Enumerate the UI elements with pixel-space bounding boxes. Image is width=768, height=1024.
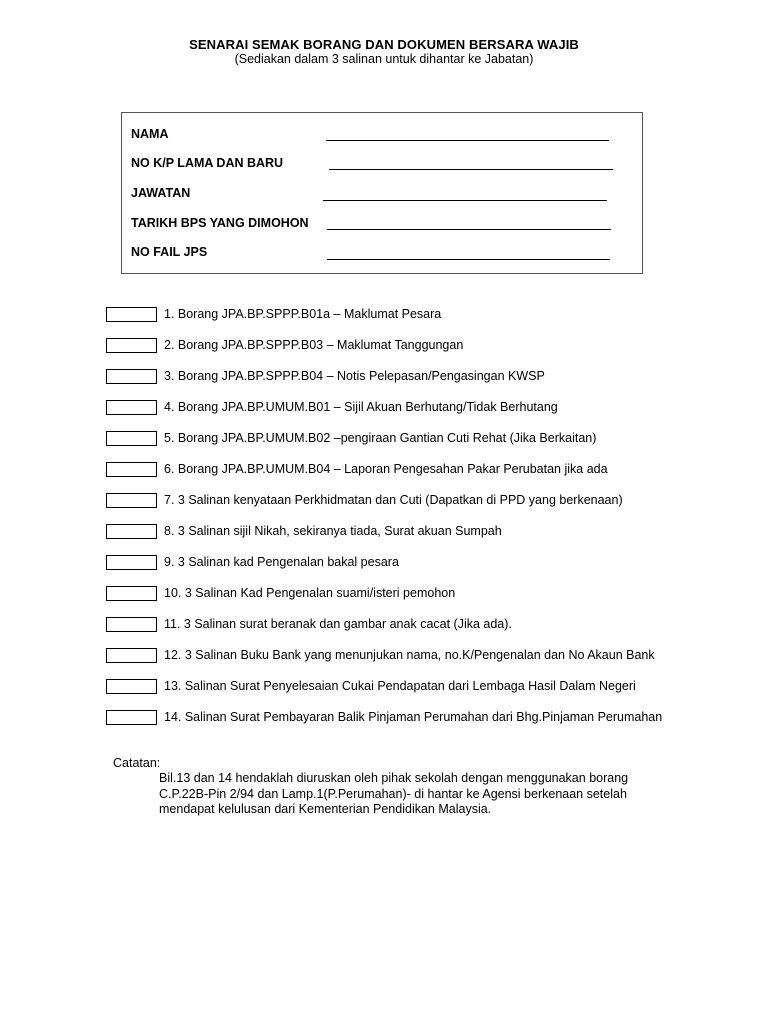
checklist-item [106, 553, 399, 571]
info-field-nama [131, 127, 169, 141]
checklist-item-text: 13. Salinan Surat Penyelesaian Cukai Pendapatan dari Lembaga Hasil Dalam Negeri [164, 679, 636, 693]
document-title: SENARAI SEMAK BORANG DAN DOKUMEN BERSARA WAJIB [189, 37, 579, 52]
checkbox[interactable] [106, 555, 157, 570]
info-label: NAMA [131, 127, 169, 141]
checkbox[interactable] [106, 679, 157, 694]
notes-line: Bil.13 dan 14 hendaklah diuruskan oleh pihak sekolah dengan menggunakan borang [159, 771, 629, 785]
checkbox[interactable] [106, 338, 157, 353]
checklist-item [106, 460, 608, 478]
checkbox[interactable] [106, 462, 157, 477]
tarikh-bps-input-line[interactable] [327, 229, 611, 230]
checklist-item-text: 7. 3 Salinan kenyataan Perkhidmatan dan Cuti (Dapatkan di PPD yang berkenaan) [164, 493, 623, 507]
checklist-item-text: 14. Salinan Surat Pembayaran Balik Pinjaman Perumahan dari Bhg.Pinjaman Perumahan [164, 710, 663, 724]
nama-input-line[interactable] [326, 140, 609, 141]
checkbox[interactable] [106, 431, 157, 446]
checklist-item [106, 367, 545, 385]
info-field-tarikh-bps [131, 216, 309, 230]
checklist-item [106, 491, 623, 509]
checklist-item [106, 646, 655, 664]
info-label: JAWATAN [131, 186, 191, 200]
checkbox[interactable] [106, 648, 157, 663]
notes-line: C.P.22B-Pin 2/94 dan Lamp.1(P.Perumahan)- di hantar ke Agensi berkenaan setelah [159, 786, 627, 801]
notes-title: Catatan: [113, 756, 161, 770]
notes-body [159, 771, 649, 818]
no-fail-jps-input-line[interactable] [327, 259, 610, 260]
info-label: NO FAIL JPS [131, 245, 208, 259]
checklist-item [106, 677, 636, 695]
document-subtitle: (Sediakan dalam 3 salinan untuk dihantar ke Jabatan) [234, 52, 534, 66]
checklist-item [106, 615, 512, 633]
checkbox[interactable] [106, 524, 157, 539]
checklist-item-text: 2. Borang JPA.BP.SPPP.B03 – Maklumat Tanggungan [164, 338, 464, 352]
checklist-item-text: 9. 3 Salinan kad Pengenalan bakal pesara [164, 555, 399, 569]
info-label: NO K/P LAMA DAN BARU [131, 156, 284, 170]
checklist-item [106, 522, 502, 540]
checklist-item-text: 6. Borang JPA.BP.UMUM.B04 – Laporan Pengesahan Pakar Perubatan jika ada [164, 462, 608, 476]
checkbox[interactable] [106, 400, 157, 415]
info-field-no-fail-jps [131, 245, 207, 259]
checkbox[interactable] [106, 493, 157, 508]
checkbox[interactable] [106, 307, 157, 322]
checklist-item-text: 4. Borang JPA.BP.UMUM.B01 – Sijil Akuan Berhutang/Tidak Berhutang [164, 400, 558, 414]
checklist-item-text: 11. 3 Salinan surat beranak dan gambar anak cacat (Jika ada). [164, 617, 512, 631]
checklist-item-text: 12. 3 Salinan Buku Bank yang menunjukan nama, no.K/Pengenalan dan No Akaun Bank [164, 648, 655, 662]
checkbox[interactable] [106, 369, 157, 384]
checkbox[interactable] [106, 710, 157, 725]
checklist-item-text: 8. 3 Salinan sijil Nikah, sekiranya tiada, Surat akuan Sumpah [164, 524, 502, 538]
checklist-item [106, 305, 441, 323]
notes-line: mendapat kelulusan dari Kementerian Pendidikan Malaysia. [159, 802, 492, 816]
checklist-item-text: 3. Borang JPA.BP.SPPP.B04 – Notis Pelepasan/Pengasingan KWSP [164, 369, 545, 383]
checklist-item [106, 584, 455, 602]
applicant-info-box [121, 112, 643, 274]
checklist-item [106, 708, 662, 726]
jawatan-input-line[interactable] [323, 200, 607, 201]
nokp-input-line[interactable] [329, 169, 613, 170]
checklist-item [106, 398, 558, 416]
checklist-item-text: 5. Borang JPA.BP.UMUM.B02 –pengiraan Gantian Cuti Rehat (Jika Berkaitan) [164, 431, 597, 445]
checklist-item [106, 336, 463, 354]
info-label: TARIKH BPS YANG DIMOHON [131, 216, 309, 230]
checklist-item [106, 429, 596, 447]
info-field-jawatan [131, 186, 190, 200]
checkbox[interactable] [106, 586, 157, 601]
info-field-nokp [131, 156, 283, 170]
checklist-item-text: 1. Borang JPA.BP.SPPP.B01a – Maklumat Pesara [164, 307, 442, 321]
checklist-item-text: 10. 3 Salinan Kad Pengenalan suami/isteri pemohon [164, 586, 456, 600]
checkbox[interactable] [106, 617, 157, 632]
